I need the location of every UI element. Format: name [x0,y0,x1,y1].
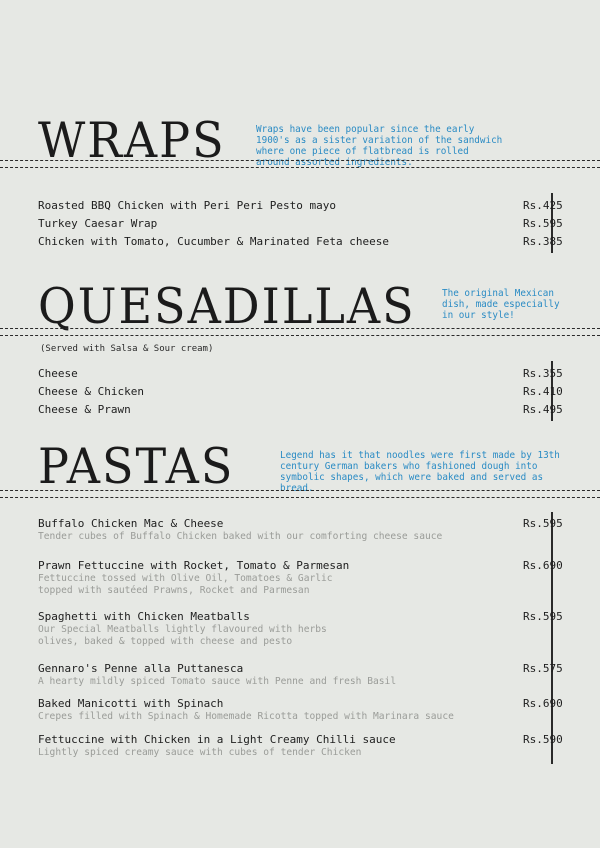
item-name: Prawn Fettuccine with Rocket, Tomato & Parmesan [38,559,350,572]
item-description: A hearty mildly spiced Tomato sauce with Penne and fresh Basil [38,676,397,687]
item-name: Roasted BBQ Chicken with Peri Peri Pesto mayo [38,199,337,212]
item-description: Our Special Meatballs lightly flavoured with herbs olives, baked & topped with cheese and pesto [38,624,327,647]
wraps-divider [0,160,600,168]
item-price: Rs.595 [523,610,563,623]
quesadillas-note: (Served with Salsa & Sour cream) [40,344,214,354]
item-name: Cheese & Prawn [38,403,131,416]
item-description: Fettuccine tossed with Olive Oil, Tomatoes & Garlic topped with sautéed Prawns, Rocket and Parmesan [38,573,333,596]
item-price: Rs.410 [523,385,563,398]
item-price: Rs.690 [523,697,563,710]
item-price: Rs.590 [523,733,563,746]
item-name: Baked Manicotti with Spinach [38,697,224,710]
item-price: Rs.495 [523,403,563,416]
item-name: Gennaro's Penne alla Puttanesca [38,662,244,675]
item-price: Rs.385 [523,235,563,248]
wraps-items [38,193,568,253]
quesadillas-intro: The original Mexican dish, made especially in our style! [442,288,560,321]
item-name: Spaghetti with Chicken Meatballs [38,610,250,623]
quesadillas-title: QUESADILLAS [38,277,416,335]
item-price: Rs.595 [523,217,563,230]
item-description: Lightly spiced creamy sauce with cubes of tender Chicken [38,747,362,758]
pastas-title: PASTAS [38,437,235,495]
item-description: Crepes filled with Spinach & Homemade Ricotta topped with Marinara sauce [38,711,454,722]
quesadillas-items [38,361,568,421]
item-name: Turkey Caesar Wrap [38,217,158,230]
pastas-items [38,512,568,764]
item-name: Fettuccine with Chicken in a Light Creamy Chilli sauce [38,733,396,746]
item-price: Rs.595 [523,517,563,530]
item-name: Cheese & Chicken [38,385,144,398]
wraps-intro: Wraps have been popular since the early 1900's as a sister variation of the sandwich where one piece of flatbread is rolled around assorted ingredients. [256,124,503,168]
pastas-divider [0,490,600,498]
item-price: Rs.575 [523,662,563,675]
item-name: Chicken with Tomato, Cucumber & Marinated Feta cheese [38,235,389,248]
pastas-intro: Legend has it that noodles were first made by 13th century German bakers who fashioned dough into symbolic shapes, which were baked and served as bread. [280,450,560,494]
item-price: Rs.355 [523,367,563,380]
quesadillas-divider [0,328,600,336]
item-name: Cheese [38,367,78,380]
item-price: Rs.425 [523,199,563,212]
wraps-title: WRAPS [38,111,226,169]
item-price: Rs.690 [523,559,563,572]
pastas-price-rule [551,512,553,764]
item-name: Buffalo Chicken Mac & Cheese [38,517,224,530]
item-description: Tender cubes of Buffalo Chicken baked with our comforting cheese sauce [38,531,443,542]
